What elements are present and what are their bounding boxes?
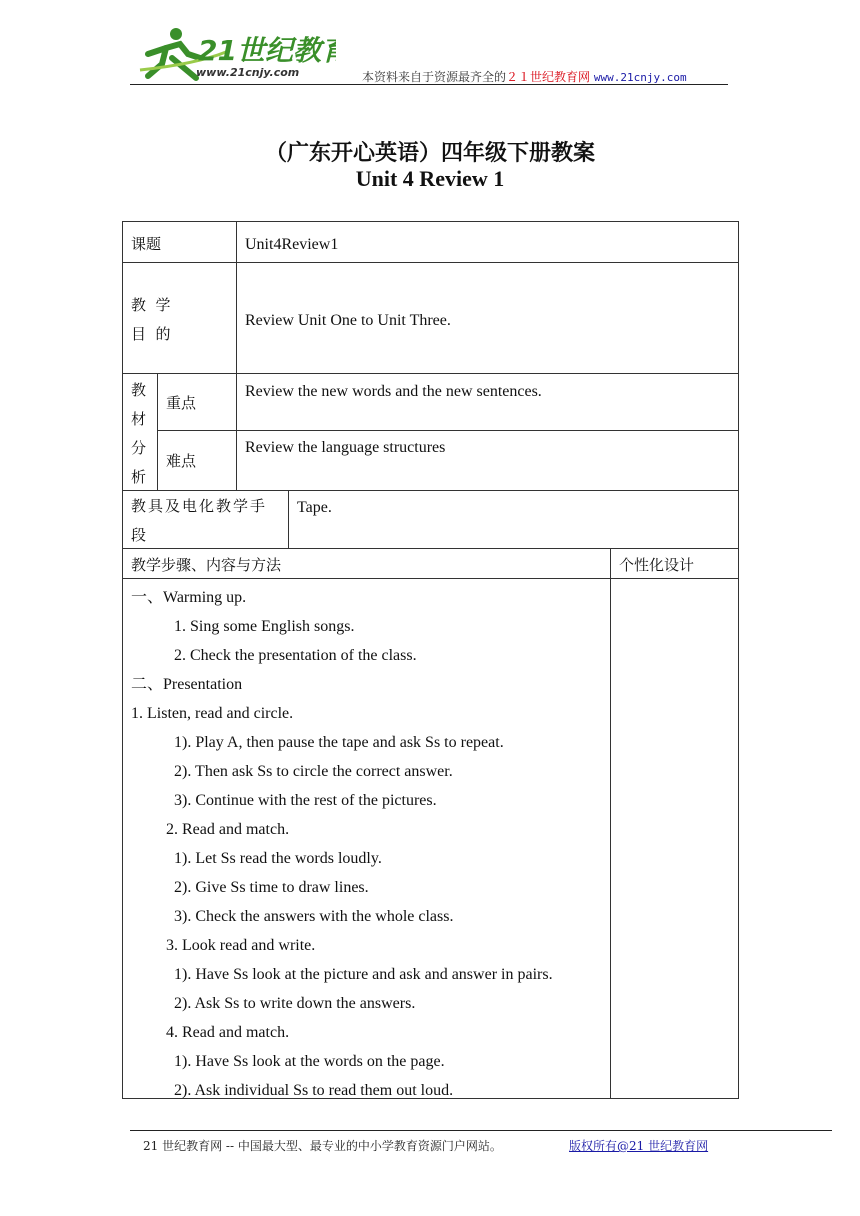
steps-list: [131, 583, 606, 1105]
col-divider: [610, 548, 611, 1098]
design-header: 个性化设计: [619, 556, 695, 574]
col-divider: [157, 373, 158, 490]
list-item: 2. Check the presentation of the class.: [174, 647, 417, 664]
list-item: 3. Look read and write.: [166, 937, 316, 954]
page-title-cn: （广东开心英语）四年级下册教案: [264, 140, 595, 166]
list-item: 2). Then ask Ss to circle the correct answer.: [174, 763, 453, 780]
list-item: 二、Presentation: [131, 676, 243, 693]
goal-value: Review Unit One to Unit Three.: [245, 312, 451, 329]
header-divider: [130, 84, 728, 85]
footer-copyright-link[interactable]: 版权所有@21 世纪教育网: [569, 1139, 709, 1153]
analysis-char: 材: [131, 410, 147, 428]
page-title-en: Unit 4 Review 1: [355, 166, 505, 191]
row-divider: [122, 373, 739, 374]
header-note-prefix: 本资料来自于资源最齐全的: [362, 70, 507, 84]
key-value: Review the new words and the new sentences.: [245, 383, 542, 400]
runner-logo-icon: [136, 24, 336, 82]
logo-url: www.21cnjy.com: [196, 66, 300, 79]
list-item: 2). Give Ss time to draw lines.: [174, 879, 369, 896]
goal-label-line2: 目 的: [131, 325, 171, 343]
footer-divider: [130, 1130, 832, 1131]
list-item: 2). Ask Ss to write down the answers.: [174, 995, 416, 1012]
list-item: 一、Warming up.: [131, 589, 247, 606]
steps-header: 教学步骤、内容与方法: [131, 556, 282, 574]
analysis-char: 分: [131, 439, 147, 457]
table-border-left: [122, 221, 123, 1098]
tools-value: Tape.: [297, 499, 332, 516]
list-item: 2). Ask individual Ss to read them out loud.: [174, 1082, 454, 1099]
list-item: 1. Listen, read and circle.: [131, 705, 294, 722]
table-border-right: [738, 221, 739, 1098]
list-item: 1). Have Ss look at the picture and ask and answer in pairs.: [174, 966, 553, 983]
list-item: 4. Read and match.: [166, 1024, 290, 1041]
analysis-char: 教: [131, 381, 147, 399]
difficult-value: Review the language structures: [245, 439, 446, 456]
tools-label-line2: 段: [131, 526, 147, 544]
table-border-top: [122, 221, 739, 222]
row-divider: [122, 490, 739, 491]
list-item: 1). Play A, then pause the tape and ask Ss to repeat.: [174, 734, 504, 751]
header-note-url[interactable]: www.21cnjy.com: [593, 71, 687, 84]
header-note: [362, 68, 687, 85]
site-logo: [136, 24, 336, 82]
list-item: 3). Continue with the rest of the pictures.: [174, 792, 437, 809]
col-divider: [288, 490, 289, 548]
analysis-char: 析: [131, 468, 147, 486]
list-item: 1). Have Ss look at the words on the page.: [174, 1053, 445, 1070]
list-item: 1. Sing some English songs.: [174, 618, 355, 635]
row-divider: [157, 430, 739, 431]
row-divider: [122, 548, 739, 549]
col-divider: [236, 221, 237, 490]
goal-label-line1: 教 学: [131, 296, 171, 314]
tools-label-line1: 教具及电化教学手: [131, 497, 268, 515]
footer-text: 21 世纪教育网 -- 中国最大型、最专业的中小学教育资源门户网站。: [143, 1139, 502, 1153]
row-divider: [122, 262, 739, 263]
list-item: 3). Check the answers with the whole class.: [174, 908, 454, 925]
logo-text: 21世纪教育: [198, 34, 336, 67]
difficult-label: 难点: [166, 452, 197, 470]
topic-value: Unit4Review1: [245, 236, 339, 253]
topic-label: 课题: [131, 235, 162, 253]
list-item: 2. Read and match.: [166, 821, 290, 838]
header-note-brand: ２１世纪教育网: [506, 70, 591, 84]
key-label: 重点: [166, 394, 197, 412]
list-item: 1). Let Ss read the words loudly.: [174, 850, 382, 867]
